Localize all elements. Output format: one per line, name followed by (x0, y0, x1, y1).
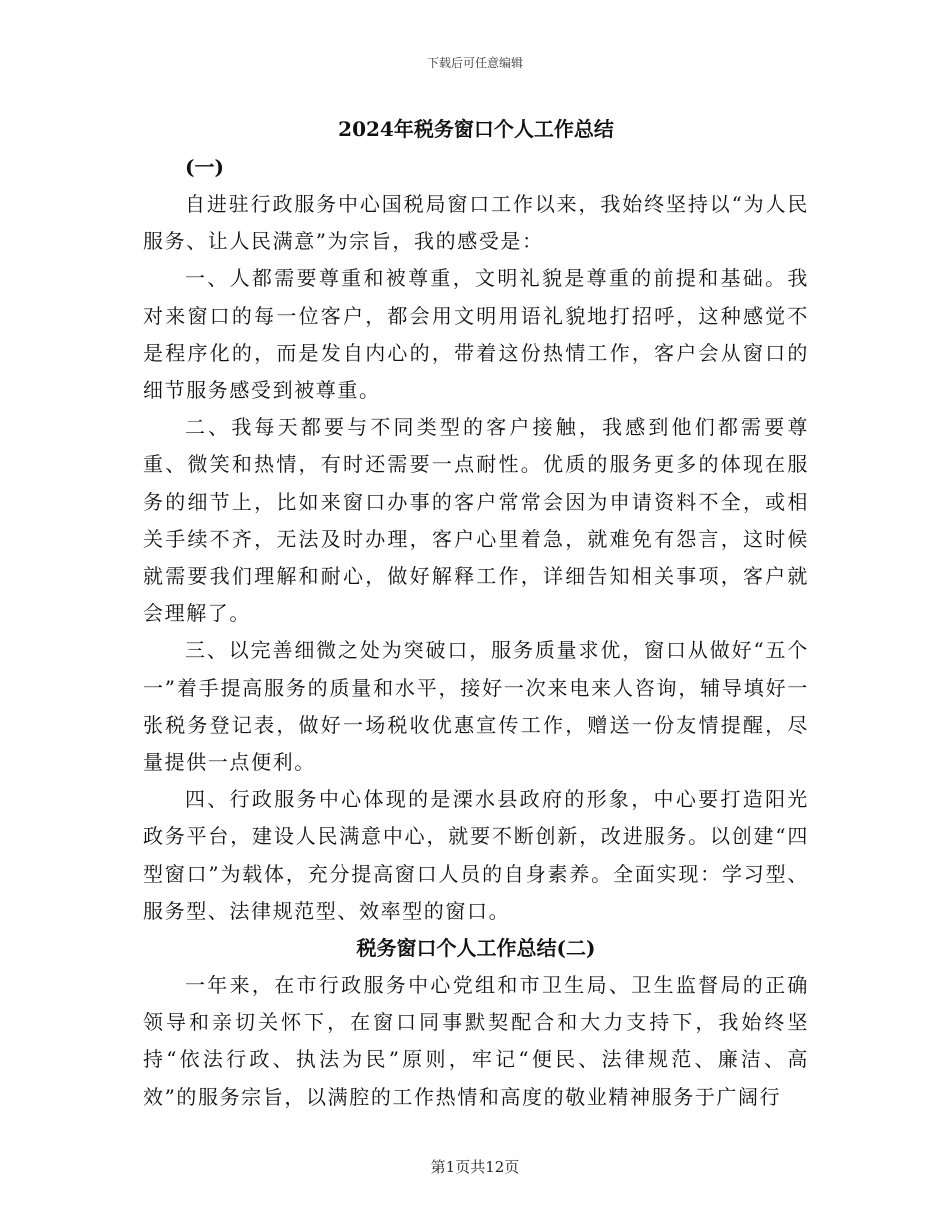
paragraph: 自进驻行政服务中心国税局窗口工作以来，我始终坚持以“为人民服务、让人民满意”为宗旨，我的感受是： (143, 192, 809, 254)
paragraph: 一年来，在市行政服务中心党组和市卫生局、卫生监督局的正确领导和亲切关怀下，在窗口同事默契配合和大力支持下，我始终坚持“依法行政、执法为民”原则，牢记“便民、法律规范、廉洁、高效”的服务宗旨，以满腔的工作热情和高度的敬业精神服务于广阔行 (143, 973, 809, 1109)
section-label: (一) (185, 155, 224, 179)
page-indicator: 第1页共12页 (430, 1158, 520, 1176)
paragraph: 二、我每天都要与不同类型的客户接触，我感到他们都需要尊重、微笑和热情，有时还需要一点耐性。优质的服务更多的体现在服务的细节上，比如来窗口办事的客户常常会因为申请资料不全，或相关手续不齐，无法及时办理，客户心里着急，就难免有怨言，这时候就需要我们理解和耐心，做好解释工作，详细告知相关事项，客户就会理解了。 (143, 415, 809, 626)
paragraph: 四、行政服务中心体现的是溧水县政府的形象，中心要打造阳光政务平台，建设人民满意中心，就要不断创新，改进服务。以创建“四型窗口”为载体，充分提高窗口人员的自身素养。全面实现：学习型、服务型、法律规范型、效率型的窗口。 (143, 787, 809, 923)
paragraph: 三、以完善细微之处为突破口，服务质量求优，窗口从做好“五个一”着手提高服务的质量和水平，接好一次来电来人咨询，辅导填好一张税务登记表，做好一场税收优惠宣传工作，赠送一份友情提醒，尽量提供一点便利。 (143, 638, 809, 775)
section-title: 税务窗口个人工作总结(二) (356, 936, 596, 961)
paragraph: 一、人都需要尊重和被尊重，文明礼貌是尊重的前提和基础。我对来窗口的每一位客户，都会用文明用语礼貌地打招呼，这种感觉不是程序化的，而是发自内心的，带着这份热情工作，客户会从窗口的细节服务感受到被尊重。 (143, 266, 809, 403)
document-title: 2024年税务窗口个人工作总结 (338, 117, 614, 141)
document-body (143, 109, 809, 1116)
header-note: 下载后可任意编辑 (426, 56, 523, 70)
